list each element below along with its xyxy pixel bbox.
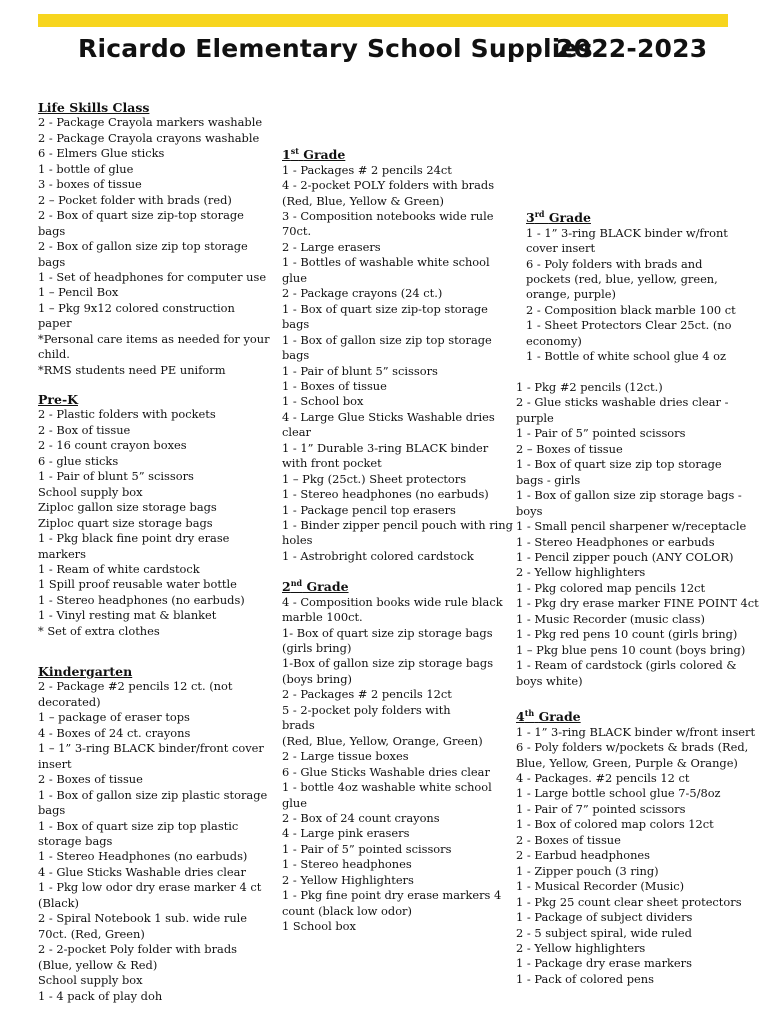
list-item: 70ct. (Red, Green)	[38, 926, 145, 941]
list-item: 6 - Elmers Glue sticks	[38, 146, 165, 161]
supply-list	[282, 595, 503, 935]
section-grade-3	[526, 207, 736, 365]
list-item: 1 - 4 pack of play doh	[38, 988, 163, 1003]
list-item: clear	[282, 425, 311, 440]
list-item: 3 - Composition notebooks wide rule	[282, 208, 494, 223]
list-item: 1 - Pack of colored pens	[516, 971, 654, 986]
list-item: (Red, Blue, Yellow & Green)	[282, 193, 444, 208]
list-item: 2 – Pocket folder with brads (red)	[38, 192, 232, 207]
list-item: 4 - Boxes of 24 ct. crayons	[38, 725, 191, 740]
supply-list	[516, 725, 755, 988]
list-item: 1 - Box of quart size zip top plastic	[38, 818, 239, 833]
supply-list	[38, 679, 267, 1004]
supply-list	[282, 163, 513, 565]
list-item: 2 - Box of gallon size zip top storage	[38, 239, 248, 254]
list-item: bags	[282, 317, 310, 332]
list-item: 1 - Box of gallon size zip storage bags -	[516, 488, 742, 503]
supply-list	[526, 226, 736, 365]
list-item: 1 - Stereo Headphones (no earbuds)	[38, 849, 248, 864]
list-item: 1 - Ream of cardstock (girls colored &	[516, 658, 737, 673]
list-item: 1 School box	[282, 919, 356, 934]
list-item: *Personal care items as needed for your	[38, 331, 270, 346]
list-item: count (black low odor)	[282, 903, 412, 918]
list-item: 3 - boxes of tissue	[38, 177, 142, 192]
list-item: 1 - Pkg low odor dry erase marker 4 ct	[38, 880, 262, 895]
list-item: 1 - Pkg fine point dry erase markers 4	[282, 888, 502, 903]
list-item: 1 – 1” 3-ring BLACK binder/front cover	[38, 741, 264, 756]
list-item: 6 - Glue Sticks Washable dries clear	[282, 764, 490, 779]
list-item: 2 - Large erasers	[282, 239, 381, 254]
list-item: School supply box	[38, 484, 143, 499]
list-item: (boys bring)	[282, 671, 352, 686]
list-item: 1 - Pkg colored map pencils 12ct	[516, 580, 706, 595]
list-item: glue	[282, 270, 308, 285]
list-item: 4 - Large pink erasers	[282, 826, 410, 841]
list-item: 2 - Boxes of tissue	[516, 832, 621, 847]
section-grade-1	[282, 144, 513, 564]
list-item: 1 - Astrobright colored cardstock	[282, 548, 474, 563]
section-grade-4	[516, 706, 755, 987]
list-item: 6 - Poly folders w/pockets & brads (Red,	[516, 740, 749, 755]
list-item: Ziploc gallon size storage bags	[38, 500, 217, 515]
list-item: 2 - Spiral Notebook 1 sub. wide rule	[38, 911, 248, 926]
school-year: 2022-2023	[556, 34, 708, 63]
list-item: 2 - Packages # 2 pencils 12ct	[282, 687, 452, 702]
list-item: Blue, Yellow, Green, Purple & Orange)	[516, 755, 738, 770]
list-item: 1 - Ream of white cardstock	[38, 561, 200, 576]
section-life-skills	[38, 100, 270, 378]
list-item: 4 - Large Glue Sticks Washable dries	[282, 409, 495, 424]
list-item: *RMS students need PE uniform	[38, 362, 226, 377]
list-item: boys white)	[516, 673, 583, 688]
list-item: bags - girls	[516, 472, 581, 487]
list-item: 1 - Bottle of white school glue 4 oz	[526, 349, 726, 364]
list-item: 1 - Package pencil top erasers	[282, 502, 456, 517]
list-item: 4 - Composition books wide rule black	[282, 594, 503, 609]
list-item: economy)	[526, 333, 582, 348]
list-item: paper	[38, 316, 72, 331]
list-item: 6 - glue sticks	[38, 453, 119, 468]
list-item: 2 - Yellow highlighters	[516, 565, 646, 580]
section-grade-2	[282, 576, 503, 935]
list-item: 1 - Pkg black fine point dry erase	[38, 531, 230, 546]
list-item: 5 - 2-pocket poly folders with	[282, 702, 451, 717]
list-item: holes	[282, 533, 313, 548]
list-item: 1 - Pkg dry erase marker FINE POINT 4ct	[516, 596, 759, 611]
list-item: 1 - Stereo headphones (no earbuds)	[38, 592, 245, 607]
list-item: decorated)	[38, 694, 101, 709]
list-item: 2 - Plastic folders with pockets	[38, 407, 216, 422]
list-item: 1 - Large bottle school glue 7-5/8oz	[516, 786, 721, 801]
list-item: brads	[282, 718, 315, 733]
list-item: 1 - Pair of blunt 5” scissors	[282, 363, 438, 378]
list-item: 1 – Pkg (25ct.) Sheet protectors	[282, 471, 467, 486]
list-item: (Blue, yellow & Red)	[38, 957, 158, 972]
list-item: 1 - School box	[282, 394, 364, 409]
list-item: 1 - Packages # 2 pencils 24ct	[282, 162, 452, 177]
list-item: 2 - Package Crayola crayons washable	[38, 130, 260, 145]
list-item: 2 - Package Crayola markers washable	[38, 115, 263, 130]
list-item: boys	[516, 503, 543, 518]
list-item: 1 - Musical Recorder (Music)	[516, 879, 685, 894]
list-item: * Set of extra clothes	[38, 623, 160, 638]
list-item: 1 - Zipper pouch (3 ring)	[516, 863, 659, 878]
list-item: 1 - Sheet Protectors Clear 25ct. (no	[526, 318, 732, 333]
list-item: 2 - Package crayons (24 ct.)	[282, 286, 443, 301]
list-item: 1 - Boxes of tissue	[282, 378, 387, 393]
section-heading: Life Skills Class	[38, 100, 150, 115]
list-item: 1 - Box of gallon size zip top storage	[282, 332, 492, 347]
list-item: 1 - Pencil zipper pouch (ANY COLOR)	[516, 549, 734, 564]
list-item: 4 - 2-pocket POLY folders with brads	[282, 178, 495, 193]
list-item: 1 - 1” Durable 3-ring BLACK binder	[282, 440, 489, 455]
list-item: 2 - Boxes of tissue	[38, 772, 143, 787]
list-item: 2 - Earbud headphones	[516, 848, 650, 863]
list-item: 70ct.	[282, 224, 312, 239]
list-item: 1 Spill proof reusable water bottle	[38, 577, 237, 592]
list-item: 1 - Pair of 5” pointed scissors	[516, 426, 686, 441]
list-item: 1 - Package of subject dividers	[516, 910, 693, 925]
list-item: 1 - Pair of 5” pointed scissors	[282, 841, 452, 856]
list-item: 1 – Pencil Box	[38, 285, 119, 300]
list-item: 2 - Package #2 pencils 12 ct. (not	[38, 679, 233, 694]
list-item: 2 – Boxes of tissue	[516, 441, 623, 456]
list-item: 1 - bottle of glue	[38, 161, 134, 176]
list-item: 2 - Yellow Highlighters	[282, 872, 414, 887]
list-item: 1 - Box of gallon size zip plastic storage	[38, 787, 268, 802]
page-title: Ricardo Elementary School Supplies	[78, 34, 593, 63]
list-item: 1 - 1” 3-ring BLACK binder w/front	[526, 225, 728, 240]
list-item: bags	[282, 348, 310, 363]
list-item: bags	[38, 254, 66, 269]
list-item: glue	[282, 795, 308, 810]
list-item: 1 – Pkg 9x12 colored construction	[38, 300, 235, 315]
list-item: School supply box	[38, 973, 143, 988]
list-item: 1 – package of eraser tops	[38, 710, 190, 725]
list-item: 2 - Box of 24 count crayons	[282, 810, 440, 825]
list-item: markers	[38, 546, 86, 561]
list-item: 1 - Pair of blunt 5” scissors	[38, 469, 194, 484]
list-item: 1 - Set of headphones for computer use	[38, 269, 267, 284]
supply-list	[516, 380, 759, 689]
list-item: 1 - Box of colored map colors 12ct	[516, 817, 714, 832]
list-item: 1 - Stereo headphones (no earbuds)	[282, 487, 489, 502]
list-item: 1 - Box of quart size zip-top storage	[282, 301, 488, 316]
section-grade-3-continued	[516, 380, 759, 689]
section-heading: Kindergarten	[38, 664, 133, 679]
list-item: 2 - Box of tissue	[38, 422, 131, 437]
list-item: bags	[38, 803, 66, 818]
list-item: orange, purple)	[526, 287, 616, 302]
section-heading: 3rd Grade	[526, 209, 591, 226]
list-item: 1 - Pkg red pens 10 count (girls bring)	[516, 627, 738, 642]
list-item: pockets (red, blue, yellow, green,	[526, 271, 718, 286]
list-item: 1 - Box of quart size zip top storage	[516, 457, 722, 472]
list-item: 2 - Large tissue boxes	[282, 749, 409, 764]
list-item: 2 - Box of quart size zip-top storage	[38, 208, 244, 223]
list-item: Ziploc quart size storage bags	[38, 515, 213, 530]
list-item: 2 - Composition black marble 100 ct	[526, 302, 736, 317]
list-item: with front pocket	[282, 456, 382, 471]
list-item: insert	[38, 756, 72, 771]
list-item: 1 - Vinyl resting mat & blanket	[38, 608, 217, 623]
list-item: marble 100ct.	[282, 610, 363, 625]
list-item: 6 - Poly folders with brads and	[526, 256, 703, 271]
list-item: 4 - Packages. #2 pencils 12 ct	[516, 770, 690, 785]
list-item: 1 - Pair of 7” pointed scissors	[516, 801, 686, 816]
list-item: cover insert	[526, 241, 596, 256]
section-heading: 2nd Grade	[282, 578, 349, 595]
list-item: 1 - Pkg 25 count clear sheet protectors	[516, 894, 742, 909]
list-item: child.	[38, 347, 70, 362]
list-item: 1 - Binder zipper pencil pouch with ring	[282, 518, 513, 533]
list-item: 1 - Stereo Headphones or earbuds	[516, 534, 715, 549]
supply-list	[38, 115, 270, 378]
supply-list	[38, 407, 245, 639]
list-item: 1 - Small pencil sharpener w/receptacle	[516, 519, 747, 534]
list-item: 2 - 16 count crayon boxes	[38, 438, 187, 453]
list-item: 1 - Package dry erase markers	[516, 956, 692, 971]
list-item: 1 - bottle 4oz washable white school	[282, 780, 492, 795]
section-pre-k	[38, 392, 245, 639]
list-item: 2 - Yellow highlighters	[516, 940, 646, 955]
list-item: (girls bring)	[282, 640, 352, 655]
list-item: bags	[38, 223, 66, 238]
list-item: 2 - 2-pocket Poly folder with brads	[38, 942, 237, 957]
section-heading: 4th Grade	[516, 708, 581, 725]
list-item: 1 - Pkg #2 pencils (12ct.)	[516, 380, 663, 394]
list-item: storage bags	[38, 833, 113, 848]
list-item: 4 - Glue Sticks Washable dries clear	[38, 864, 246, 879]
section-kindergarten	[38, 664, 267, 1004]
list-item: 2 - 5 subject spiral, wide ruled	[516, 925, 692, 940]
section-heading: 1st Grade	[282, 146, 346, 163]
list-item: purple	[516, 410, 554, 425]
list-item: 2 - Glue sticks washable dries clear -	[516, 395, 729, 410]
section-heading: Pre-K	[38, 392, 78, 407]
list-item: 1 - Music Recorder (music class)	[516, 611, 705, 626]
list-item: 1 – Pkg blue pens 10 count (boys bring)	[516, 642, 746, 657]
list-item: 1 - 1” 3-ring BLACK binder w/front insert	[516, 724, 756, 739]
list-item: 1-Box of gallon size zip storage bags	[282, 656, 494, 671]
list-item: 1 - Stereo headphones	[282, 857, 412, 872]
list-item: (Red, Blue, Yellow, Orange, Green)	[282, 733, 483, 748]
header-accent-bar	[38, 14, 728, 27]
list-item: 1- Box of quart size zip storage bags	[282, 625, 493, 640]
list-item: (Black)	[38, 895, 79, 910]
list-item: 1 - Bottles of washable white school	[282, 255, 490, 270]
